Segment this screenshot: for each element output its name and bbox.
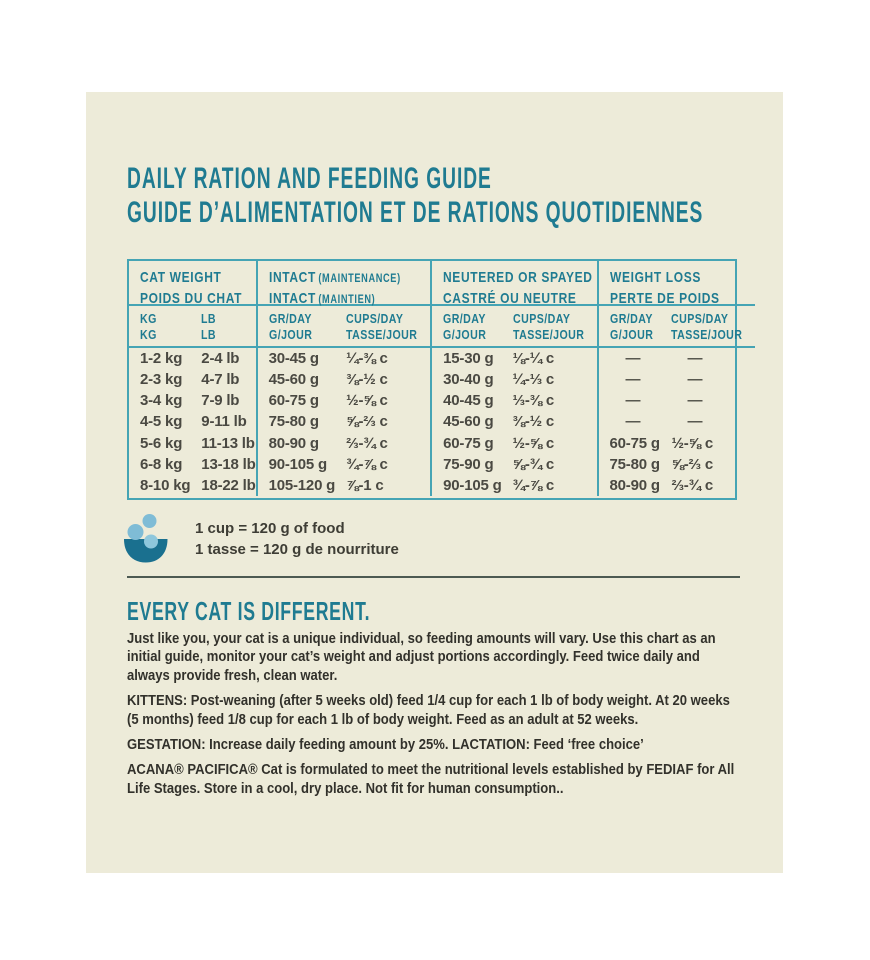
table-cell: —	[687, 350, 703, 368]
table-subheader-cupsday-intact: CUPS/DAY TASSE/JOUR	[335, 306, 430, 348]
group-label-fr: POIDS DU CHAT	[140, 290, 243, 307]
table-cell: 90-105 g	[256, 454, 336, 475]
table-cell: 3-4 kg	[140, 392, 183, 410]
table-cell: 90-105 g	[430, 475, 501, 496]
table-cell: 75-90 g	[430, 454, 501, 475]
table-cell: 30-40 g	[430, 369, 501, 390]
group-note-en: (MAINTENANCE)	[317, 273, 401, 285]
group-label-en: NEUTERED OR SPAYED	[443, 269, 593, 286]
table-cell: ⅞-1 c	[346, 476, 384, 494]
table-cell: ⅓-⅜ c	[512, 392, 555, 410]
table-cell: ⅔-¾ c	[346, 434, 388, 452]
advice-section	[127, 596, 740, 805]
section-heading: EVERY CAT IS DIFFERENT.	[127, 596, 371, 626]
group-label-en: INTACT	[268, 269, 316, 286]
table-cell: 18-22 lb	[201, 476, 256, 494]
table-cell: ½-⅝ c	[671, 434, 713, 452]
food-bowl-icon	[123, 513, 169, 565]
table-subheader-grday-neutered: GR/DAY G/JOUR	[430, 306, 501, 348]
group-label-fr: PERTE DE POIDS	[609, 290, 720, 307]
table-cell: 11-13 lb	[201, 434, 255, 452]
page-title	[127, 162, 870, 230]
table-cell: 60-75 g	[597, 433, 661, 454]
title-line-en: DAILY RATION AND FEEDING GUIDE	[127, 162, 492, 195]
table-cell: 30-45 g	[256, 348, 336, 369]
table-cell: 40-45 g	[430, 390, 501, 411]
table-cell: 13-18 lb	[201, 455, 256, 473]
table-cell: 2-4 lb	[201, 350, 240, 368]
table-cell: ¾-⅞ c	[512, 476, 555, 494]
table-cell: 4-5 kg	[140, 413, 183, 431]
table-subheader-kg: KG KG	[129, 306, 190, 348]
table-cell: 6-8 kg	[140, 455, 183, 473]
table-cell: —	[687, 371, 703, 389]
cup-equivalence	[195, 519, 399, 560]
table-group-header-cat-weight	[129, 261, 256, 306]
table-cell: —	[597, 348, 661, 369]
gestation-paragraph: GESTATION: Increase daily feeding amount by 25%. LACTATION: Feed ‘free choice’	[127, 737, 644, 754]
table-group-header-neutered	[430, 261, 596, 306]
group-note-fr: (MAINTIEN)	[317, 294, 375, 306]
table-cell: ¾-⅞ c	[346, 455, 388, 473]
table-cell: —	[597, 411, 661, 432]
advice-paragraphs	[127, 630, 740, 798]
acana-paragraph: ACANA® PACIFICA® Cat is formulated to meet the nutritional levels established by FEDIAF for All Life Stages. Store in a cool, dry place. Not fit for human consumption..	[127, 762, 735, 797]
table-cell: —	[597, 390, 661, 411]
table-cell: ⅝-⅔ c	[346, 413, 388, 431]
table-cell: 80-90 g	[256, 433, 336, 454]
table-cell: 7-9 lb	[201, 392, 240, 410]
table-cell: 80-90 g	[597, 475, 661, 496]
table-group-header-weight-loss	[597, 261, 756, 306]
intro-paragraph: Just like you, your cat is a unique individual, so feeding amounts will vary. Use this chart as an initial guide, monitor your cat’s weight and adjust portions accordingly. Feed twice daily and always provide fresh, clean water.	[127, 631, 716, 684]
table-cell: ⅝-¾ c	[512, 455, 555, 473]
table-cell: 4-7 lb	[201, 371, 240, 389]
table-cell: 5-6 kg	[140, 434, 183, 452]
table-cell: 1-2 kg	[140, 350, 183, 368]
feeding-guide-panel	[86, 92, 783, 873]
cup-line-en: 1 cup = 120 g of food	[195, 520, 345, 537]
table-cell: 9-11 lb	[201, 413, 247, 431]
table-cell: 45-60 g	[256, 369, 336, 390]
table-cell: 45-60 g	[430, 411, 501, 432]
table-cell: 60-75 g	[256, 390, 336, 411]
table-cell: 15-30 g	[430, 348, 501, 369]
table-subheader-cupsday-weightloss: CUPS/DAY TASSE/JOUR	[660, 306, 755, 348]
table-subheader-lb: LB LB	[190, 306, 255, 348]
section-divider	[127, 576, 740, 578]
table-cell: ½-⅝ c	[346, 392, 388, 410]
group-label-fr: INTACT	[268, 290, 316, 307]
group-label-en: WEIGHT LOSS	[609, 269, 701, 286]
table-cell: 8-10 kg	[140, 476, 191, 494]
group-label-fr: CASTRÉ OU NEUTRE	[443, 290, 577, 307]
table-cell: 60-75 g	[430, 433, 501, 454]
table-cell: ⅛-¼ c	[512, 350, 555, 368]
table-cell: ⅜-½ c	[512, 413, 555, 431]
table-group-header-intact	[256, 261, 431, 306]
table-cell: —	[687, 413, 703, 431]
table-subheader-cupsday-neutered: CUPS/DAY TASSE/JOUR	[502, 306, 597, 348]
table-cell: —	[597, 369, 661, 390]
title-line-fr: GUIDE D’ALIMENTATION ET DE RATIONS QUOTIDIENNES	[127, 196, 704, 229]
group-label-en: CAT WEIGHT	[140, 269, 222, 286]
table-cell: 75-80 g	[256, 411, 336, 432]
table-cell: ⅜-½ c	[346, 371, 388, 389]
table-cell: 2-3 kg	[140, 371, 183, 389]
kittens-paragraph: KITTENS: Post-weaning (after 5 weeks old) feed 1/4 cup for each 1 lb of body weight. At 20 weeks (5 months) feed 1/8 cup for each 1 lb of body weight. Feed as an adult at 52 weeks.	[127, 693, 730, 728]
table-cell: ¼-⅓ c	[512, 371, 555, 389]
table-cell: ¼-⅜ c	[346, 350, 388, 368]
table-cell: ⅝-⅔ c	[671, 455, 713, 473]
table-cell: ½-⅝ c	[512, 434, 555, 452]
feeding-table	[127, 259, 743, 500]
table-cell: 75-80 g	[597, 454, 661, 475]
table-cell: 105-120 g	[256, 475, 336, 496]
table-subheader-grday-weightloss: GR/DAY G/JOUR	[597, 306, 661, 348]
table-cell: ⅔-¾ c	[671, 476, 713, 494]
table-subheader-grday-intact: GR/DAY G/JOUR	[256, 306, 336, 348]
cup-line-fr: 1 tasse = 120 g de nourriture	[195, 540, 399, 558]
table-cell: —	[687, 392, 703, 410]
